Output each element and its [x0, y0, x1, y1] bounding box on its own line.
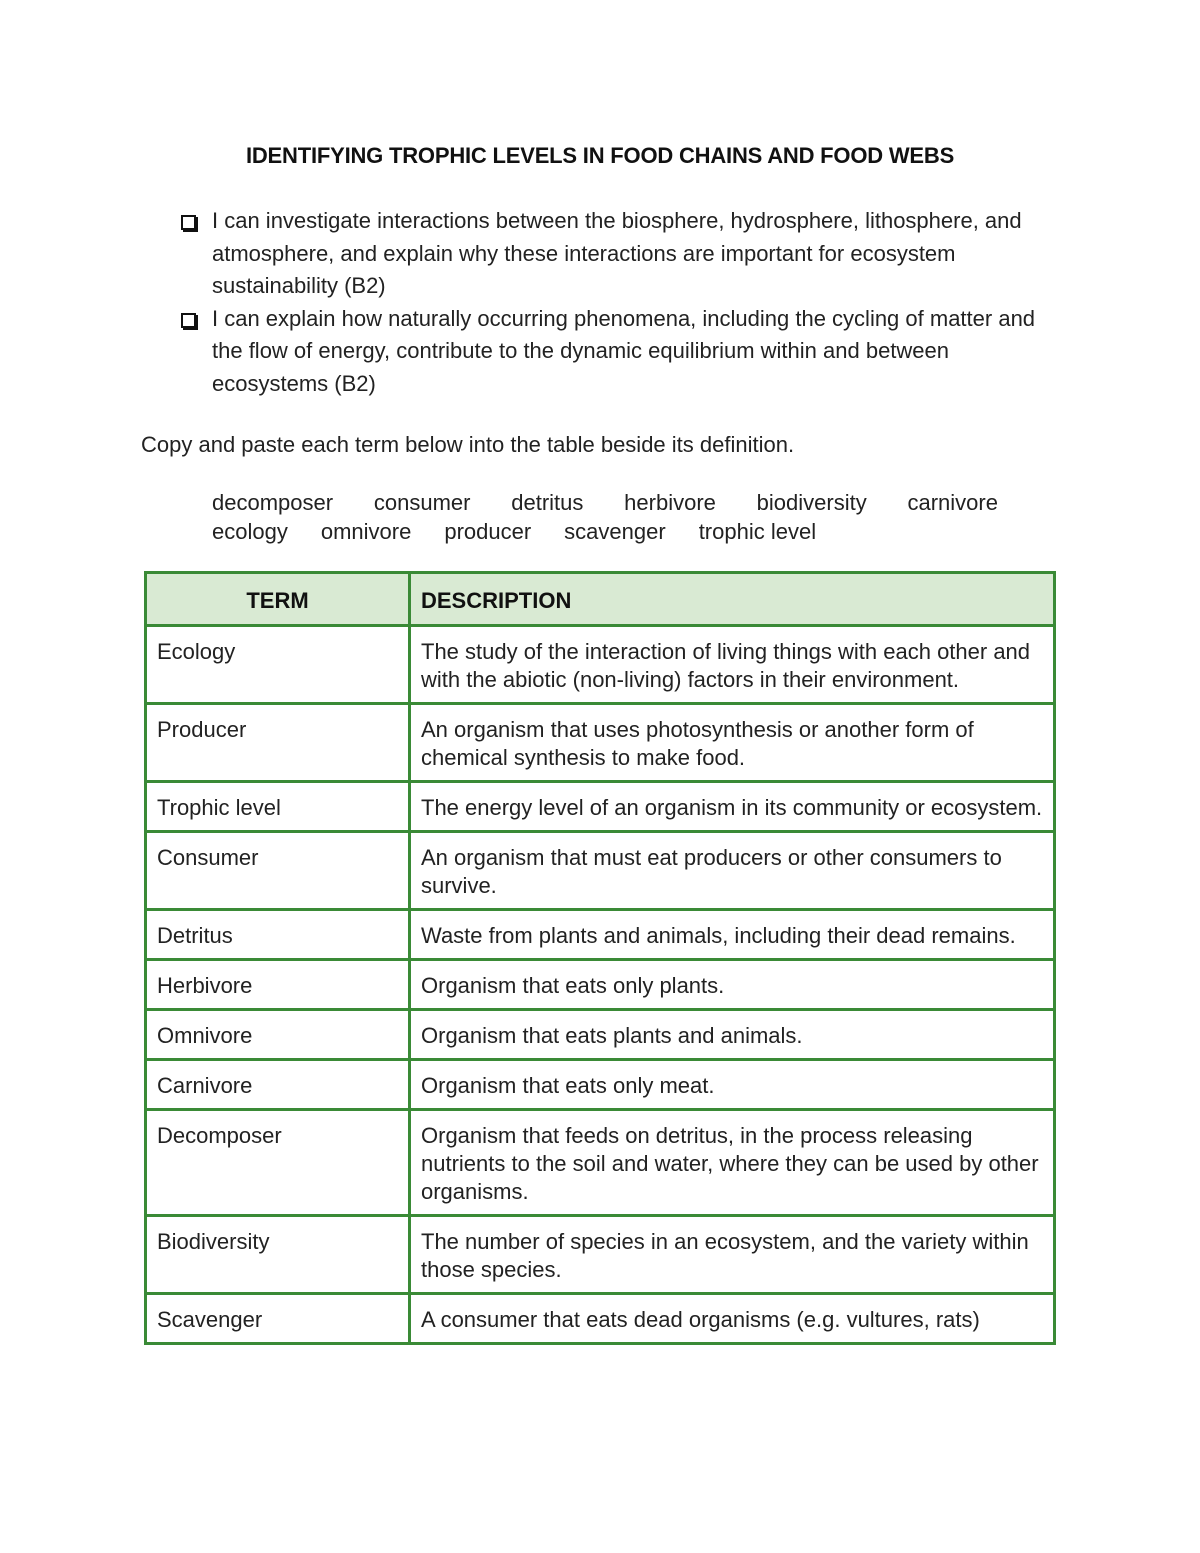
description-cell: A consumer that eats dead organisms (e.g. vultures, rats)	[410, 1294, 1055, 1344]
page-title: IDENTIFYING TROPHIC LEVELS IN FOOD CHAINS AND FOOD WEBS	[245, 143, 955, 168]
word-bank-term: scavenger	[564, 519, 666, 544]
term-cell[interactable]: Herbivore	[146, 960, 410, 1010]
description-cell: Waste from plants and animals, including their dead remains.	[410, 910, 1055, 960]
table-row	[146, 910, 1055, 960]
term-cell[interactable]: Producer	[146, 704, 410, 782]
word-bank-term: omnivore	[320, 519, 412, 544]
term-cell[interactable]: Ecology	[146, 626, 410, 704]
table-row	[146, 1110, 1055, 1216]
description-cell: Organism that feeds on detritus, in the process releasing nutrients to the soil and water, where they can be used by other organisms.	[410, 1110, 1055, 1216]
word-bank-term: consumer	[373, 490, 471, 515]
table-row	[146, 960, 1055, 1010]
table-row	[146, 1294, 1055, 1344]
checkbox-icon[interactable]	[181, 215, 196, 230]
table-row	[146, 832, 1055, 910]
table-header-row	[146, 573, 1055, 626]
table-row	[146, 1216, 1055, 1294]
description-cell: An organism that uses photosynthesis or another form of chemical synthesis to make food.	[410, 704, 1055, 782]
table-row	[146, 704, 1055, 782]
term-cell[interactable]: Carnivore	[146, 1060, 410, 1110]
description-cell: Organism that eats only plants.	[410, 960, 1055, 1010]
word-bank-row	[212, 488, 998, 517]
table-row	[146, 1060, 1055, 1110]
learning-goals-list	[180, 205, 1060, 400]
table-row	[146, 1010, 1055, 1060]
term-cell[interactable]: Omnivore	[146, 1010, 410, 1060]
word-bank-term: detritus	[511, 490, 584, 515]
instruction-text: Copy and paste each term below into the table beside its definition.	[141, 432, 795, 457]
word-bank	[212, 488, 1032, 546]
word-bank-term: ecology	[212, 519, 288, 544]
word-bank-term: herbivore	[624, 490, 716, 515]
description-cell: Organism that eats plants and animals.	[410, 1010, 1055, 1060]
word-bank-term: carnivore	[907, 490, 998, 515]
description-cell: An organism that must eat producers or other consumers to survive.	[410, 832, 1055, 910]
word-bank-term: producer	[444, 519, 532, 544]
term-cell[interactable]: Trophic level	[146, 782, 410, 832]
description-cell: Organism that eats only meat.	[410, 1060, 1055, 1110]
learning-goal	[180, 303, 1060, 401]
word-bank-term: trophic level	[698, 519, 817, 544]
terms-table	[144, 571, 1056, 1345]
word-bank-term: biodiversity	[756, 490, 867, 515]
learning-goal-text: I can investigate interactions between the biosphere, hydrosphere, lithosphere, and atmosphere, and explain why these interactions are important for ecosystem sustainability (B2)	[212, 208, 1022, 298]
checkbox-icon[interactable]	[181, 313, 196, 328]
term-cell[interactable]: Biodiversity	[146, 1216, 410, 1294]
description-cell: The energy level of an organism in its community or ecosystem.	[410, 782, 1055, 832]
word-bank-term: decomposer	[212, 490, 334, 515]
description-cell: The study of the interaction of living things with each other and with the abiotic (non-living) factors in their environment.	[410, 626, 1055, 704]
term-cell[interactable]: Detritus	[146, 910, 410, 960]
learning-goal	[180, 205, 1060, 303]
term-cell[interactable]: Scavenger	[146, 1294, 410, 1344]
column-header-description: DESCRIPTION	[410, 573, 1055, 626]
table-row	[146, 782, 1055, 832]
table-row	[146, 626, 1055, 704]
description-cell: The number of species in an ecosystem, and the variety within those species.	[410, 1216, 1055, 1294]
term-cell[interactable]: Decomposer	[146, 1110, 410, 1216]
learning-goal-text: I can explain how naturally occurring phenomena, including the cycling of matter and the flow of energy, contribute to the dynamic equilibrium within and between ecosystems (B2)	[212, 305, 1036, 396]
word-bank-row	[212, 517, 1032, 546]
column-header-term: TERM	[146, 573, 410, 626]
term-cell[interactable]: Consumer	[146, 832, 410, 910]
